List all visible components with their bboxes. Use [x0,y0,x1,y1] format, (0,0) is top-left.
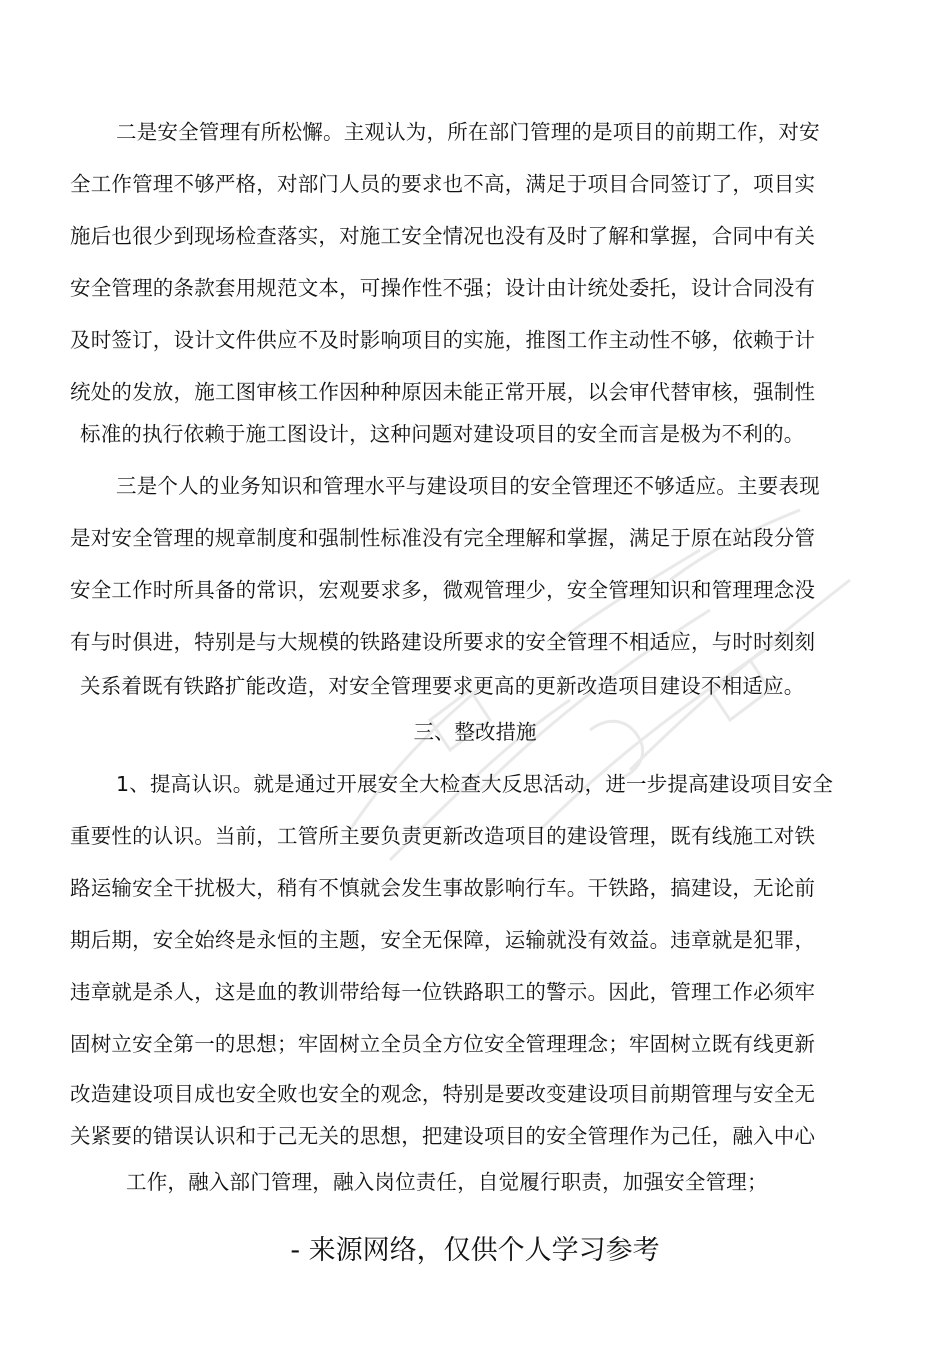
paragraph-line: 二是安全管理有所松懈。主观认为，所在部门管理的是项目的前期工作，对安 [116,120,820,144]
paragraph-line: 及时签订，设计文件供应不及时影响项目的实施，推图工作主动性不够，依赖于计 [70,328,816,352]
paragraph-line: 固树立安全第一的思想；牢固树立全员全方位安全管理理念；牢固树立既有线更新 [70,1032,816,1056]
paragraph-line: 重要性的认识。当前，工管所主要负责更新改造项目的建设管理，既有线施工对铁 [70,824,816,848]
paragraph-line: 路运输安全干扰极大，稍有不慎就会发生事故影响行车。干铁路，搞建设，无论前 [70,876,816,900]
paragraph-line: 关系着既有铁路扩能改造，对安全管理要求更高的更新改造项目建设不相适应。 [80,674,805,698]
paragraph-line: 关紧要的错误认识和于己无关的思想，把建设项目的安全管理作为己任，融入中心 [70,1124,816,1148]
paragraph-line: 期后期，安全始终是永恒的主题，安全无保障，运输就没有效益。违章就是犯罪， [70,928,816,952]
paragraph-line: 全工作管理不够严格，对部门人员的要求也不高，满足于项目合同签订了，项目实 [70,172,816,196]
paragraph-line: 统处的发放，施工图审核工作因种种原因未能正常开展，以会审代替审核，强制性 [70,380,816,404]
paragraph-line: 安全管理的条款套用规范文本，可操作性不强；设计由计统处委托，设计合同没有 [70,276,816,300]
paragraph-line: 有与时俱进，特别是与大规模的铁路建设所要求的安全管理不相适应，与时时刻刻 [70,630,816,654]
paragraph-line: 工作，融入部门管理，融入岗位责任，自觉履行职责，加强安全管理； [126,1170,768,1194]
paragraph-line: 三是个人的业务知识和管理水平与建设项目的安全管理还不够适应。主要表现 [116,474,820,498]
paragraph-line: 1、提高认识。就是通过开展安全大检查大反思活动，进一步提高建设项目安全 [116,772,834,796]
paragraph-line: 施后也很少到现场检查落实，对施工安全情况也没有及时了解和掌握，合同中有关 [70,224,816,248]
footer-note: - 来源网络，仅供个人学习参考 [290,1235,660,1266]
section-heading: 三、整改措施 [413,720,537,744]
paragraph-line: 违章就是杀人，这是血的教训带给每一位铁路职工的警示。因此，管理工作必须牢 [70,980,816,1004]
paragraph-line: 标准的执行依赖于施工图设计，这种问题对建设项目的安全而言是极为不利的。 [80,422,805,446]
paragraph-line: 安全工作时所具备的常识，宏观要求多，微观管理少，安全管理知识和管理理念没 [70,578,816,602]
paragraph-line: 改造建设项目成也安全败也安全的观念，特别是要改变建设项目前期管理与安全无 [70,1082,816,1106]
paragraph-line: 是对安全管理的规章制度和强制性标准没有完全理解和掌握，满足于原在站段分管 [70,526,816,550]
